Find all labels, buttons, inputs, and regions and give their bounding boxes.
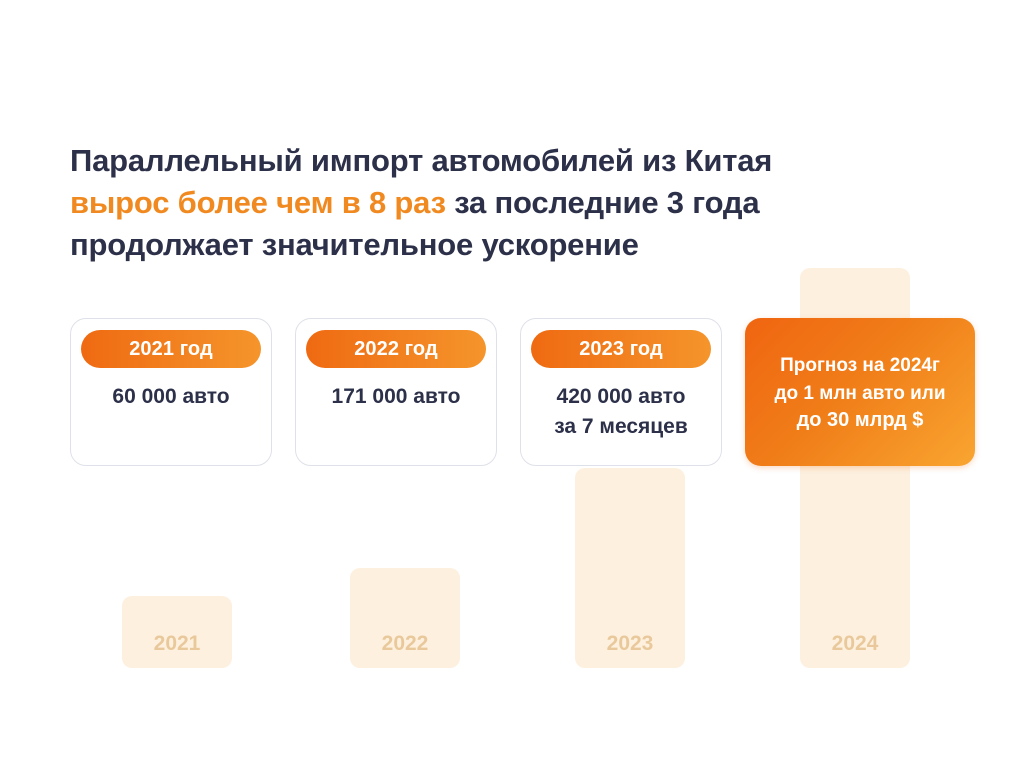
title-line-3: продолжает значительное ускорение [70,227,639,263]
title-line-1: Параллельный импорт автомобилей из Китая [70,143,773,178]
forecast-line-3: до 30 млрд $ [796,409,924,432]
stat-card-2022-value: 171 000 авто [331,385,461,408]
bar-2021 [122,596,232,668]
stat-card-2021-body [71,382,271,412]
title-line-2-rest: за последние 3 года [445,185,760,221]
stat-card-2022 [295,318,497,466]
bar-2023-label: 2023 [606,632,654,655]
bar-2023 [575,468,685,668]
stat-card-2023 [520,318,722,466]
bar-2024-label: 2024 [831,632,879,655]
bar-2022-label: 2022 [381,632,429,655]
stat-card-2022-body [296,382,496,412]
stat-card-2023-note: за 7 месяцев [554,414,688,438]
stat-card-2021 [70,318,272,466]
forecast-card-2024 [745,318,975,466]
bar-2021-label: 2021 [153,632,201,655]
stat-card-2022-year: 2022 год [306,330,486,368]
forecast-line-2: до 1 млн авто или [774,382,946,404]
title-highlight: вырос более чем в 8 раз [70,185,446,221]
bar-2022 [350,568,460,668]
stat-card-2023-body [521,382,721,442]
stat-card-2023-year: 2023 год [531,330,711,368]
stat-card-2021-year: 2021 год [81,330,261,368]
stat-cards [70,318,975,468]
stat-card-2021-value: 60 000 авто [112,385,230,408]
forecast-line-1: Прогноз на 2024г [780,354,940,376]
title-line-2 [70,182,970,224]
page-title [70,140,970,266]
stat-card-2023-value: 420 000 авто [556,385,686,408]
